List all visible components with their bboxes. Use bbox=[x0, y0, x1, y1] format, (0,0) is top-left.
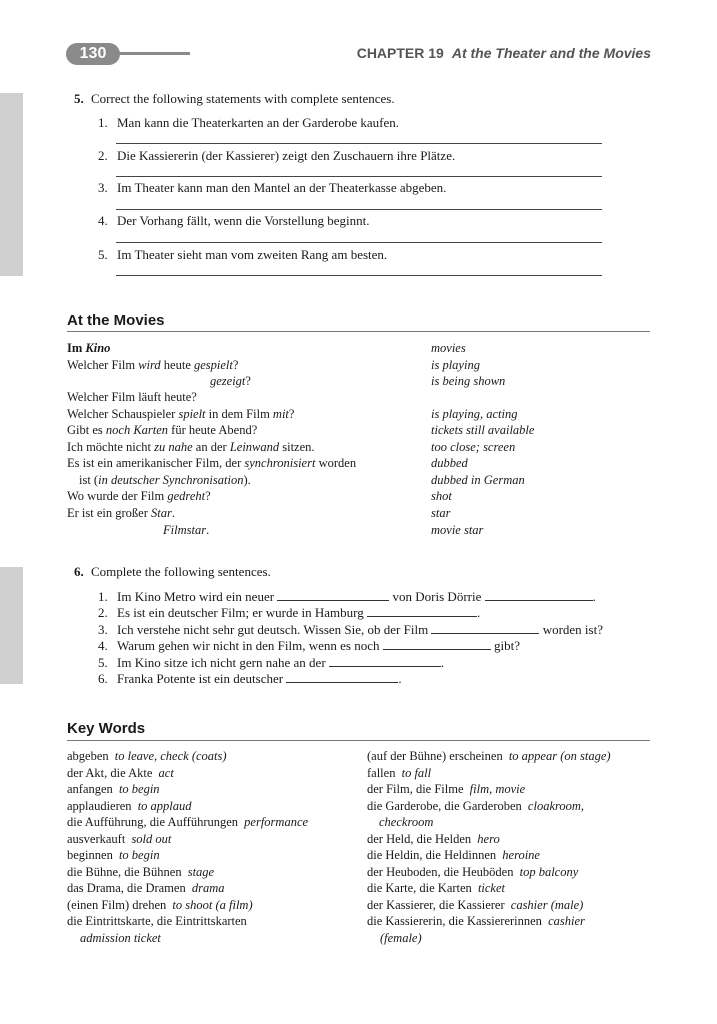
exercise6-instruction-text: Complete the following sentences. bbox=[91, 564, 271, 579]
keyword-entry: abgeben to leave, check (coats) bbox=[67, 749, 227, 763]
keyword-entry: beginnen to begin bbox=[67, 848, 160, 862]
keyword-entry: die Heldin, die Heldinnen heroine bbox=[367, 848, 540, 862]
keyword-entry: der Heuboden, die Heuböden top balcony bbox=[367, 865, 579, 879]
vocab-row: Wo wurde der Film gedreht? bbox=[67, 489, 211, 503]
vocab-gloss: is playing bbox=[431, 358, 480, 372]
movies-heading: At the Movies bbox=[67, 312, 165, 329]
answer-line[interactable] bbox=[116, 275, 602, 276]
keyword-entry: der Kassierer, die Kassierer cashier (male) bbox=[367, 898, 584, 912]
item-number: 2. bbox=[98, 148, 108, 163]
edge-tab-top bbox=[0, 93, 23, 276]
vocab-row: Er ist ein großer Star. bbox=[67, 506, 175, 520]
keyword-entry: (einen Film) drehen to shoot (a film) bbox=[67, 898, 253, 912]
exercise5-item bbox=[98, 180, 446, 196]
keyword-entry: applaudieren to applaud bbox=[67, 799, 192, 813]
answer-line[interactable] bbox=[116, 176, 602, 177]
keyword-entry: checkroom bbox=[379, 815, 434, 829]
item-number: 3. bbox=[98, 180, 108, 195]
exercise5-item bbox=[98, 247, 387, 263]
exercise6-item: 4. Warum gehen wir nicht in den Film, wenn es noch gibt? bbox=[98, 638, 521, 653]
exercise5-item bbox=[98, 148, 455, 164]
keyword-entry: die Garderobe, die Garderoben cloakroom, bbox=[367, 799, 585, 813]
exercise5-item bbox=[98, 115, 399, 131]
item-number: 5. bbox=[98, 247, 108, 262]
exercise5-instruction-text: Correct the following statements with complete sentences. bbox=[91, 91, 395, 106]
keyword-entry: admission ticket bbox=[80, 931, 161, 945]
keyword-entry: der Film, die Filme film, movie bbox=[367, 782, 526, 796]
keyword-entry: die Eintrittskarte, die Eintrittskarten bbox=[67, 914, 247, 928]
item-text: Im Theater kann man den Mantel an der Theaterkasse abgeben. bbox=[117, 180, 447, 195]
vocab-gloss: star bbox=[431, 506, 451, 520]
movies-heading-rule bbox=[67, 331, 650, 332]
vocab-gloss: dubbed in German bbox=[431, 473, 525, 487]
exercise5-number: 5. bbox=[74, 91, 84, 106]
page-number: 130 bbox=[66, 43, 120, 65]
fill-blank[interactable] bbox=[431, 622, 539, 634]
vocab-gloss: is playing, acting bbox=[431, 407, 518, 421]
vocab-gloss: is being shown bbox=[431, 374, 506, 388]
vocab-row: Welcher Film wird heute gespielt? bbox=[67, 358, 239, 372]
item-number: 1. bbox=[98, 115, 108, 130]
vocab-row: Welcher Film läuft heute? bbox=[67, 390, 197, 404]
keywords-heading-rule bbox=[67, 740, 650, 741]
vocab-row: Gibt es noch Karten für heute Abend? bbox=[67, 423, 258, 437]
keyword-entry: (female) bbox=[380, 931, 422, 945]
keyword-entry: die Aufführung, die Aufführungen performance bbox=[67, 815, 309, 829]
vocab-row: Welcher Schauspieler spielt in dem Film mit? bbox=[67, 407, 295, 421]
exercise6-item: 2. Es ist ein deutscher Film; er wurde in Hamburg . bbox=[98, 605, 481, 620]
exercise6-number: 6. bbox=[74, 564, 84, 579]
vocab-row: Ich möchte nicht zu nahe an der Leinwand sitzen. bbox=[67, 440, 315, 454]
keyword-entry: die Bühne, die Bühnen stage bbox=[67, 865, 215, 879]
vocab-gloss: movies bbox=[431, 341, 466, 355]
vocab-gloss: shot bbox=[431, 489, 452, 503]
item-text: Man kann die Theaterkarten an der Garderobe kaufen. bbox=[117, 115, 400, 130]
item-text: Die Kassiererin (der Kassierer) zeigt den Zuschauern ihre Plätze. bbox=[117, 148, 456, 163]
answer-line[interactable] bbox=[116, 242, 602, 243]
exercise6-item: 3. Ich verstehe nicht sehr gut deutsch. Wissen Sie, ob der Film worden ist? bbox=[98, 622, 603, 637]
fill-blank[interactable] bbox=[485, 589, 593, 601]
exercise5-instruction bbox=[74, 91, 395, 107]
vocab-gloss: movie star bbox=[431, 523, 484, 537]
vocab-row: ist (in deutscher Synchronisation). bbox=[79, 473, 251, 487]
item-text: Der Vorhang fällt, wenn die Vorstellung beginnt. bbox=[117, 213, 370, 228]
keyword-entry: der Held, die Helden hero bbox=[367, 832, 500, 846]
keyword-entry: das Drama, die Dramen drama bbox=[67, 881, 225, 895]
vocab-row: gezeigt? bbox=[210, 374, 251, 388]
exercise6-instruction bbox=[74, 564, 271, 580]
vocab-gloss: tickets still available bbox=[431, 423, 535, 437]
item-text: Im Theater sieht man vom zweiten Rang am besten. bbox=[117, 247, 388, 262]
vocab-row: Filmstar. bbox=[163, 523, 210, 537]
keywords-heading: Key Words bbox=[67, 720, 146, 737]
edge-tab-middle bbox=[0, 567, 23, 684]
answer-line[interactable] bbox=[116, 143, 602, 144]
fill-blank[interactable] bbox=[367, 605, 477, 617]
chapter-label: CHAPTER 19 bbox=[356, 45, 444, 61]
header-rule bbox=[118, 52, 190, 55]
keyword-entry: ausverkauft sold out bbox=[67, 832, 172, 846]
item-number: 4. bbox=[98, 213, 108, 228]
running-header bbox=[357, 45, 651, 61]
vocab-gloss: dubbed bbox=[431, 456, 468, 470]
keyword-entry: (auf der Bühne) erscheinen to appear (on stage) bbox=[367, 749, 611, 763]
vocab-gloss: too close; screen bbox=[431, 440, 516, 454]
exercise6-item: 6. Franka Potente ist ein deutscher . bbox=[98, 671, 402, 686]
exercise6-item: 1. Im Kino Metro wird ein neuer von Doris Dörrie . bbox=[98, 589, 596, 604]
vocab-row: Im Kino bbox=[67, 341, 111, 355]
keyword-entry: die Karte, die Karten ticket bbox=[367, 881, 506, 895]
fill-blank[interactable] bbox=[277, 589, 389, 601]
fill-blank[interactable] bbox=[286, 671, 398, 683]
keyword-entry: fallen to fall bbox=[367, 766, 432, 780]
answer-line[interactable] bbox=[116, 209, 602, 210]
exercise6-item: 5. Im Kino sitze ich nicht gern nahe an der . bbox=[98, 655, 445, 670]
vocab-row: Es ist ein amerikanischer Film, der synchronisiert worden bbox=[67, 456, 357, 470]
chapter-title: At the Theater and the Movies bbox=[451, 45, 651, 61]
fill-blank[interactable] bbox=[383, 638, 491, 650]
exercise5-item bbox=[98, 213, 370, 229]
keyword-entry: die Kassiererin, die Kassiererinnen cashier bbox=[367, 914, 585, 928]
fill-blank[interactable] bbox=[329, 655, 441, 667]
keyword-entry: der Akt, die Akte act bbox=[67, 766, 174, 780]
keyword-entry: anfangen to begin bbox=[67, 782, 160, 796]
